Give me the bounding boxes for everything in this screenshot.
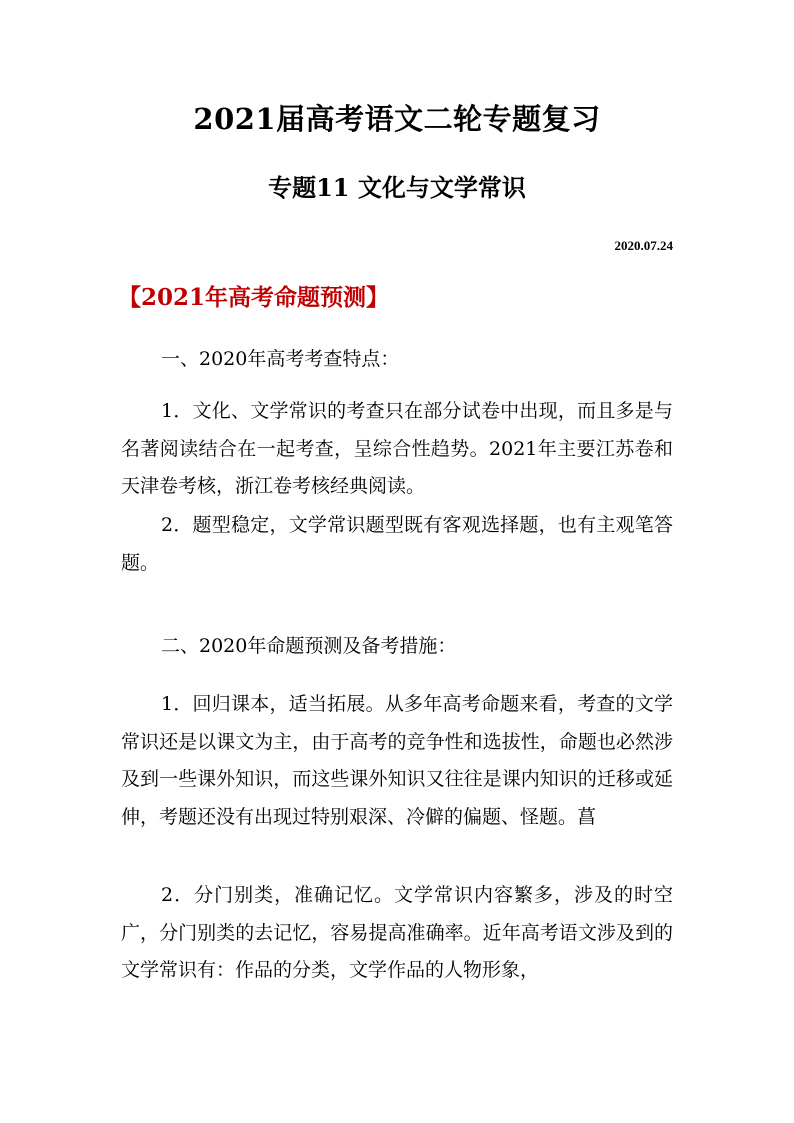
paragraph-measure-1: 1．回归课本，适当拓展。从多年高考命题来看，考查的文学常识还是以课文为主，由于高考的竞争性和选拔性，命题也必然涉及到一些课外知识，而这些课外知识又往往是课内知识的迁移或延伸，考题还没有出现过特别艰深、冷僻的偏题、怪题。菖 [121, 693, 673, 828]
document-date: 2020.07.24 [614, 238, 673, 253]
paragraph-exam-features-heading: 一、2020年高考考查特点： [161, 348, 400, 370]
paragraph-measure-2: 2．分门别类，准确记忆。文学常识内容繁多，涉及的时空广，分门别类的去记忆，容易提高准确率。近年高考语文涉及到的文学常识有：作品的分类，文学作品的人物形象， [121, 884, 673, 981]
document-subtitle: 专题11 文化与文学常识 [268, 173, 526, 202]
paragraph-feature-1: 1．文化、文学常识的考查只在部分试卷中出现，而且多是与名著阅读结合在一起考查，呈综合性趋势。2021年主要江苏卷和天津卷考核，浙江卷考核经典阅读。 [121, 400, 673, 497]
paragraph-feature-2: 2．题型稳定，文学常识题型既有客观选择题，也有主观笔答题。 [121, 514, 673, 574]
document-title: 2021届高考语文二轮专题复习 [193, 102, 601, 136]
paragraph-prediction-heading: 二、2020年命题预测及备考措施： [161, 635, 457, 657]
section-heading: 【2021年高考命题预测】 [118, 284, 390, 311]
